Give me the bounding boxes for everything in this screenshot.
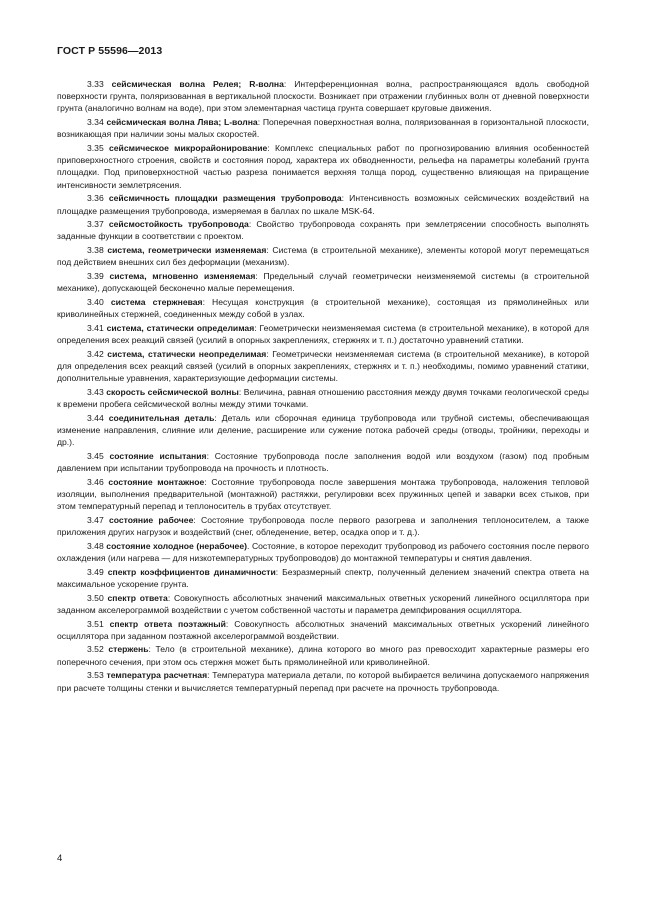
term-separator: :: [248, 219, 257, 230]
term-definition: Состояние трубопровода после первого разогрева и заполнения теплоносителем, а также приложения других нагрузок и воздействий (снег, обледенение, ветер, осадка опор и т. д.).: [57, 514, 589, 538]
term-entry: [57, 386, 589, 410]
term-separator: :: [167, 592, 174, 603]
term-entry: [57, 412, 589, 449]
term-name: сейсмическая волна Релея; R-волна: [111, 79, 284, 89]
term-name: состояние испытания: [109, 450, 207, 461]
term-separator: :: [206, 450, 215, 461]
term-separator: :: [238, 386, 244, 397]
term-definition: Интерференционная волна, распространяющаяся вдоль свободной поверхности грунта, поляризованная в вертикальной плоскости. Возникает при отражении глубинных волн от дневной поверхности грунта (аналогично волнам на воде), при этом элементарная частица грунта совершает круговые движения.: [57, 79, 590, 114]
term-number: 3.37: [87, 219, 104, 230]
document-header: ГОСТ Р 55596—2013: [57, 45, 163, 57]
term-entry: [57, 514, 589, 538]
term-entry: [57, 296, 589, 320]
term-entry: [57, 142, 589, 191]
term-definition: Тело (в строительной механике), длина которого во много раз превосходит характерные размеры его поперечного сечения, при этом ось стержня может быть прямолинейной или криволинейной.: [57, 644, 590, 667]
term-entry: [57, 669, 589, 693]
term-entry: [57, 322, 589, 346]
term-number: 3.51: [87, 618, 104, 629]
term-name: соединительная деталь: [108, 412, 215, 423]
term-definition: Деталь или сборочная единица трубопровода или трубной системы, обеспечивающая изменение направления, слияние или деление, расширение или сужение потока рабочей среды (отводы, тройники, переходы и др.).: [57, 412, 590, 448]
term-separator: :: [225, 618, 235, 629]
term-separator: .: [246, 540, 252, 551]
term-definition: Состояние трубопровода после заполнения водой или воздухом (газом) под пробным давлением при испытании трубопровода на прочность и плотность.: [57, 450, 590, 474]
term-name: система стержневая: [110, 296, 203, 307]
term-number: 3.35: [87, 143, 104, 154]
term-name: температура расчетная: [106, 670, 208, 681]
term-entry: [57, 348, 589, 385]
term-separator: :: [254, 322, 260, 333]
term-separator: :: [283, 79, 295, 89]
term-separator: :: [193, 514, 201, 525]
term-separator: :: [267, 143, 275, 154]
term-entry: [57, 450, 589, 474]
term-name: стержень: [108, 644, 149, 655]
term-separator: :: [214, 412, 222, 423]
term-name: спектр коэффициентов динамичности: [107, 566, 276, 577]
term-definition: Свойство трубопровода сохранять при землетрясении способность выполнять заданные функции в соответствии с проектом.: [57, 219, 589, 242]
term-definition: Величина, равная отношению расстояния между двумя точками геологической среды к времени пробега сейсмической волны между этими точками.: [57, 386, 589, 410]
term-number: 3.42: [87, 348, 104, 359]
term-definition: Поперечная поверхностная волна, поляризованная в горизонтальной плоскости, возникающая при наличии зоны малых скоростей.: [57, 117, 589, 140]
term-number: 3.36: [87, 193, 104, 204]
term-entry: [57, 566, 589, 590]
term-separator: :: [202, 296, 213, 307]
term-separator: :: [207, 670, 213, 681]
term-number: 3.48: [87, 540, 104, 551]
term-separator: :: [266, 245, 273, 256]
term-entry: [57, 192, 589, 216]
term-number: 3.45: [87, 450, 104, 461]
term-entry: [57, 592, 589, 616]
term-name: сейсмостойкость трубопровода: [108, 219, 249, 230]
term-definition: Состояние трубопровода после завершения монтажа трубопровода, наложения тепловой изоляции, выполнения предварительной (монтажной) растяжки, регулировки всех пружинных цепей и заварки всех стыков, при этом температурный перепад и теплоноситель в трубах отсутствует.: [57, 476, 589, 512]
term-definition: Безразмерный спектр, полученный делением значений спектра ответа на максимальное ускорение грунта.: [57, 566, 589, 589]
term-separator: :: [148, 644, 156, 655]
terms-list: [57, 78, 589, 695]
term-entry: [57, 540, 589, 564]
term-entry: [57, 618, 589, 642]
term-name: система, статически определимая: [106, 322, 255, 333]
term-definition: Геометрически неизменяемая система (в строительной механике), в которой для определения всех реакций связей (усилий в опорных закреплениях, стержнях и т. п.) необходимы, помимо уравнений статики, дополнительные уравнения, характеризующие деформации системы.: [57, 348, 589, 384]
term-name: система, статически неопределимая: [107, 348, 267, 359]
term-name: сейсмичность площадки размещения трубопровода: [108, 193, 342, 204]
term-name: состояние монтажное: [108, 476, 205, 487]
term-entry: [57, 270, 589, 294]
term-name: состояние холодное (нерабочее): [106, 540, 247, 551]
term-number: 3.53: [87, 670, 104, 681]
term-definition: Несущая конструкция (в строительной механике), состоящая из прямолинейных или криволинейных стержней, соединенных между собой в узлах.: [57, 296, 589, 320]
term-definition: Предельный случай геометрически неизменяемой системы (в строительной механике), допускающей бесконечно малые перемещения.: [57, 271, 590, 294]
term-definition: Комплекс специальных работ по прогнозированию влияния особенностей приповерхностного строения, свойств и состояния пород, характера их обводненности, рельефа на параметры колебаний грунта площадки. Под приповерхностной частью разреза понимается верхняя толща пород, существенно влияющая на приращение интенсивности землетрясения.: [57, 143, 590, 190]
term-number: 3.41: [87, 322, 104, 333]
term-separator: :: [204, 476, 212, 487]
term-number: 3.50: [87, 592, 104, 603]
term-number: 3.46: [87, 476, 104, 487]
term-definition: Совокупность абсолютных значений максимальных ответных ускорений линейного осциллятора при заданном поэтажной акселерограммой воздействии.: [57, 618, 589, 641]
term-number: 3.33: [87, 79, 104, 89]
term-separator: :: [266, 348, 273, 359]
term-definition: Температура материала детали, по которой выбирается величина допускаемого напряжения при расчете толщины стенки и вычисляется температурный перепад при расчете на прочность трубопровода.: [57, 670, 590, 693]
term-number: 3.38: [87, 245, 104, 256]
term-entry: [57, 476, 589, 513]
term-entry: [57, 116, 589, 140]
term-separator: :: [255, 271, 264, 282]
term-number: 3.44: [87, 412, 104, 423]
term-number: 3.52: [87, 644, 104, 655]
term-number: 3.49: [87, 566, 104, 577]
term-definition: Совокупность абсолютных значений максимальных ответных ускорений линейного осциллятора при заданном акселерограммой воздействии с учетом собственной частоты и параметра демпфирования осциллятора.: [57, 592, 590, 615]
term-name: спектр ответа: [107, 592, 168, 603]
term-number: 3.34: [87, 117, 104, 128]
term-name: состояние рабочее: [108, 514, 194, 525]
term-definition: Интенсивность возможных сейсмических воздействий на площадке размещения трубопровода, измеряемая в баллах по шкале MSK-64.: [57, 193, 590, 216]
term-name: сейсмическое микрорайонирование: [108, 143, 268, 154]
term-name: скорость сейсмической волны: [106, 386, 239, 397]
term-name: спектр ответа поэтажный: [109, 618, 226, 629]
term-entry: [57, 643, 589, 667]
term-separator: :: [341, 193, 350, 204]
term-name: сейсмическая волна Лява; L-волна: [106, 117, 258, 128]
term-entry: [57, 78, 589, 115]
term-number: 3.39: [87, 271, 104, 282]
term-separator: :: [275, 566, 283, 577]
term-name: система, геометрически изменяемая: [107, 245, 267, 256]
term-number: 3.47: [87, 514, 104, 525]
page-number: 4: [57, 853, 63, 864]
term-definition: Состояние, в которое переходит трубопровод из рабочего состояния после первого охлаждения (или нагрева — для низкотемпературных трубопроводов) до монтажной температуры и снятия давления.: [57, 540, 589, 564]
term-name: система, мгновенно изменяемая: [109, 271, 256, 282]
term-entry: [57, 244, 589, 268]
term-entry: [57, 218, 589, 242]
term-number: 3.43: [87, 386, 104, 397]
term-separator: :: [257, 117, 263, 128]
term-definition: Геометрически неизменяемая система (в строительной механике), в которой для определения всех реакций связей (усилий в опорных закреплениях, стержнях и т. п.) достаточно уравнений статики.: [57, 322, 590, 346]
term-number: 3.40: [87, 296, 104, 307]
term-definition: Система (в строительной механике), элементы которой могут перемещаться под действием внешних сил без деформации (механизм).: [57, 245, 590, 268]
